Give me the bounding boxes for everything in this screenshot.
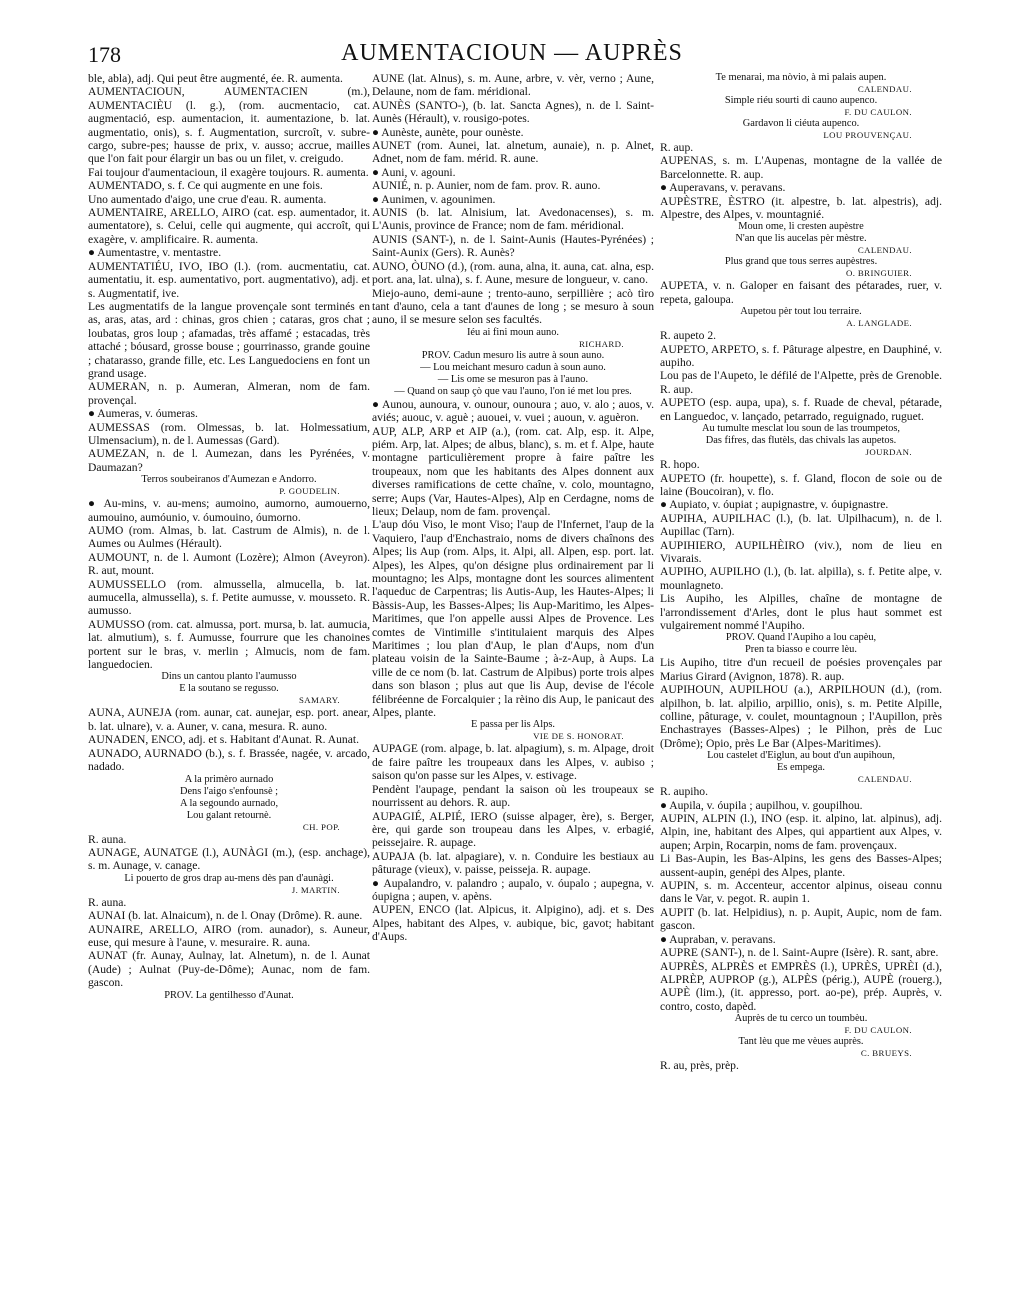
citation-line: Terros soubeiranos d'Aumezan e Andorro.: [141, 474, 317, 486]
dictionary-entry: R. aupeto 2.: [660, 329, 717, 343]
dictionary-entry: Pendènt l'aupage, pendant la saison où les troupeaux se nourrissent au dehors. R. aup.: [372, 782, 654, 810]
dictionary-entry: Lis Aupiho, les Alpilles, chaîne de montagne de l'arrondissement d'Arles, dont le plus haut sommet est vulgairement nommé l'Aupiho.: [660, 592, 942, 632]
dictionary-entry: AUMENTATIÉU, IVO, IBO (l.). (rom. aucmentatiu, cat. aumentatiu, it. esp. aumentativo, port. augmentativo), adj. et s. Augmentatif, ive.: [88, 259, 370, 300]
dictionary-entry: AUPETA, v. n. Galoper en faisant des pétarades, ruer, v. repeta, galoupa.: [660, 279, 942, 306]
dictionary-entry: AUPAGIÉ, ALPIÉ, IERO (suisse alpager, ère), s. Berger, ère, qui garde son troupeau dans les Alpes, v. erbagié, peissejaire. R. aupage.: [372, 809, 654, 850]
citation-line: Gardavon li ciéuta aupenco.: [742, 118, 860, 129]
dictionary-entry: AUPIHIERO, AUPILHÈIRO (viv.), nom de lieu en Vivarais.: [660, 538, 942, 565]
citation-source: F. DU CAULON.: [844, 107, 912, 117]
citation-line: Es empega.: [777, 762, 825, 774]
citation-line: Auprès de tu cerco un toumbèu.: [734, 1013, 868, 1025]
dictionary-entry: AUMO (rom. Almas, b. lat. Castrum de Almis), n. de l. Aumes ou Aulmes (Hérault).: [88, 524, 370, 551]
citation-source: JOURDAN.: [865, 447, 912, 458]
dictionary-entry: AUMENTACIOUN, AUMENTACIEN (m.), AUMENTACIÈU (l. g.), (rom. aucmentacio, cat. augmentació, esp. aumentacion, it. aumentazione, b. lat. augmentatio, onis), s. f. Augmentation, surcroît, v. subre-cargo, subre-pes; hausse de prix, v. ausso; accrue, mailles que l'on fait pour élargir un bas ou un filet, v. creigudo.: [88, 85, 370, 166]
dictionary-entry: L'aup dóu Viso, le mont Viso; l'aup de l'Infernet, l'aup de la Vaquiero, l'aup d'Enchastraio, noms de divers chaînons des Alpes; lis Aup (rom. Alps, it. Alpi, all. Alpen, esp. port. lat. Alpes), les Alpes, qu'on désigne plus ordinairement par li mountagno; les Alps, montagne dont les sources alimentent l'aqueduc de Carpentras; lis Autis-Aup, les Hautes-Alpes; li Bàssis-Aup, les Basses-Alpes; lis Aup-Maritimo, les Alpes-Maritimes, que l'on appelle aussi Alpes de Provence. Les comtes de Vintimille s'intitulaient marquis des Alpes Maritimes ; lou plan d'Aup, le plan d'Aups, nom d'un plateau voisin de la Sainte-Baume ; à-z-Aup, à Aups. La ville de ce nom (b. lat. Castrum de Alpibus) porte trois alpes dans son blason ; plus aut que lis Aup, devise de l'école félibréenne de Forcalquier ; la rèino dis Aup, le panicaut des Alpes, plante.: [372, 518, 654, 720]
citation-source: VIE DE S. HONORAT.: [533, 731, 624, 742]
dictionary-entry: AUMESSAS (rom. Olmessas, b. lat. Holmessatium, Ulmensacium), n. de l. Aumessas (Gard).: [88, 420, 370, 447]
citation-line: Moun ome, li cresten aupèstre: [738, 221, 864, 233]
citation-line: PROV. Quand l'Aupiho a lou capèu,: [725, 632, 877, 644]
citation-line: — Lis ome se mesuron pas à l'auno.: [437, 373, 589, 385]
dictionary-entry: AUMOUNT, n. de l. Aumont (Lozère); Almon (Aveyron). R. aut, mount.: [88, 550, 370, 578]
citation-source: P. GOUDELIN.: [279, 486, 340, 497]
dictionary-entry: ● Aumentastre, v. mentastre.: [88, 246, 222, 260]
dictionary-entry: AUPIT (b. lat. Helpidius), n. p. Aupit, Aupic, nom de fam. gascon.: [660, 905, 942, 933]
citation-line: E passa per lis Alps.: [471, 719, 555, 731]
dictionary-entry: AUPETO, ARPETO, s. f. Pâturage alpestre, en Dauphiné, v. aupiho.: [660, 342, 942, 370]
dictionary-entry: AUPÈSTRE, ÈSTRO (it. alpestre, b. lat. alpestris), adj. Alpestre, des Alpes, v. mountagnié.: [660, 194, 942, 222]
citation-source: CALENDAU.: [857, 245, 912, 256]
dictionary-entry: AUPIHO, AUPILHO (l.), (b. lat. alpilla), s. f. Petite alpe, v. mounlagneto.: [660, 565, 942, 592]
dictionary-entry: AUPRÈS, ALPRÈS et EMPRÈS (l.), UPRÈS, UPRÈI (d.), ALPRÈP, AUPROP (g.), ALPÈS (périg.), AUPÈ (rouerg.), AUPÈ (lim.), (it. appresso, port. ao-pe), prép. Auprès, v. contro, costo, dapèd.: [660, 959, 942, 1013]
dictionary-entry: AUPENAS, s. m. L'Aupenas, montagne de la vallée de Barcelonnette. R. aup.: [660, 154, 942, 181]
citation-source: A. LANGLADE.: [846, 318, 912, 329]
dictionary-entry: Lou pas de l'Aupeto, le défilé de l'Alpette, près de Grenoble. R. aup.: [660, 369, 942, 396]
dictionary-entry: AUPETO (esp. aupa, upa), s. f. Ruade de cheval, pétarade, en Languedoc, v. lançado, petarrado, reguignado, ruguet.: [660, 396, 942, 423]
dictionary-entry: AUP, ALP, ARP et AIP (a.), (rom. cat. Alp, esp. it. Alpe, piém. Arp, lat. Alpes; de albus, blanc), s. m. et f. Alpe, haute montagne particulièrement propre à faire paître les troupeaux, nom que les habitants des Alpes donnent aux diverses ramifications de cette chaîne, v. colo, mountagno, serre; Aups (Var, Hautes-Alpes), Alp en Cerdagne, noms de lieux; Delaup, nom de fam. provençal.: [372, 424, 654, 518]
citation-line: Te menarai, ma nòvio, à mi palais aupen.: [715, 72, 887, 83]
dictionary-entry: R. auna.: [88, 895, 127, 909]
dictionary-entry: AUNAI (b. lat. Alnaicum), n. de l. Onay (Drôme). R. aune.: [88, 909, 363, 923]
citation-line: Pren ta biasso e courre lèu.: [745, 644, 857, 656]
page-number: 178: [88, 42, 121, 67]
dictionary-entry: Uno aumentado d'aigo, une crue d'eau. R. aumenta.: [88, 192, 327, 206]
dictionary-entry: AUPIHA, AUPILHAC (l.), (b. lat. Ulpilhacum), n. de l. Aupillac (Tarn).: [660, 511, 942, 539]
dictionary-entry: AUNE (lat. Alnus), s. m. Aune, arbre, v. vèr, verno ; Aune, Delaune, nom de fam. méridional.: [372, 72, 654, 99]
dictionary-entry: AUNO, ÒUNO (d.), (rom. auna, alna, it. auna, cat. alna, esp. port. ana, lat. ulna), s. f. Aune, mesure de longueur, v. cano.: [372, 259, 654, 287]
dictionary-entry: Les augmentatifs de la langue provençale sont terminés en as, aras, atas, ard : chinas, gros chien ; cataras, gros chat ; loubatas, gros loup ; afamadas, très affamé ; estacadas, très attaché ; bóusard, grosse bouse ; gourrinasso, grande gouine ; chatarasso, grande fille, etc. Les Languedociens en font un grand usage.: [88, 299, 370, 380]
dictionary-entry: AUNA, AUNEJA (rom. aunar, cat. aunejar, esp. port. anear, b. lat. ulnare), v. a. Auner, v. cana, mesura. R. auno.: [88, 706, 370, 733]
citation-line: PROV. Cadun mesuro lis autre à soun auno.: [421, 349, 605, 361]
citation-source: J. MARTIN.: [291, 884, 340, 895]
dictionary-entry: AUMENTAIRE, ARELLO, AIRO (cat. esp. aumentador, it. aumentatore), s. Celui, celle qui augmente, qui accroît, qui exagère, v. amplificaire. R. aumenta.: [88, 206, 370, 246]
dictionary-entry: AUPIHOUN, AUPILHOU (a.), ARPILHOUN (d.), (rom. alpilhon, b. lat. alpilio, arpillio, onis), s. m. Petite Alpille, colline, pâturage, v. coulet, mountagnoun ; l'Aupillon, près Enchastrayes (Basses-Alpes) ; le Pilhon, près de Luc (Drôme); Opio, près Le Bar (Alpes-Maritimes).: [660, 683, 942, 750]
citation-line: — Quand on saup çò que vau l'auno, l'on ié met lou pres.: [394, 385, 632, 397]
citation-line: Aupetou pèr tout lou terraire.: [740, 306, 862, 318]
dictionary-entry: ● Aupiato, v. óupiat ; aupignastre, v. óupignastre.: [660, 498, 889, 512]
dictionary-entry: ● Aupalandro, v. palandro ; aupalo, v. óupalo ; aupegna, v. óupigna ; aupen, v. apèns.: [372, 876, 654, 903]
dictionary-entry: ● Aupila, v. óupila ; aupilhou, v. goupilhou.: [660, 798, 863, 812]
dictionary-entry: R. auna.: [88, 832, 127, 846]
citation-source: RICHARD.: [579, 338, 624, 349]
citation-line: E la soutano se regusso.: [179, 683, 279, 695]
citation-line: Tant lèu que me vèues auprès.: [738, 1036, 864, 1048]
citation-source: C. BRUEYS.: [860, 1048, 912, 1059]
dictionary-entry: AUNIÉ, n. p. Aunier, nom de fam. prov. R. auno.: [372, 179, 601, 193]
dictionary-entry: AUNÈS (SANTO-), (b. lat. Sancta Agnes), n. de l. Saint-Aunès (Hérault), v. rousigo-potes.: [372, 98, 654, 126]
dictionary-entry: AUMEZAN, n. de l. Aumezan, dans les Pyrénées, v. Daumazan?: [88, 447, 370, 474]
dictionary-entry: ● Auperavans, v. peravans.: [660, 181, 786, 195]
citation-line: Li pouerto de gros drap au-mens dès pan d'aunàgi.: [124, 872, 334, 884]
dictionary-entry: AUNAT (fr. Aunay, Aulnay, lat. Alnetum), n. de l. Aunat (Aude) ; Aulnat (Puy-de-Dôme); Aunac, nom de fam. gascon.: [88, 949, 370, 990]
dictionary-entry: AUNADEN, ENCO, adj. et s. Habitant d'Aunat. R. Aunat.: [88, 733, 359, 747]
dictionary-entry: R. hopo.: [660, 458, 700, 472]
dictionary-entry: AUPETO (fr. houpette), s. f. Gland, flocon de soie ou de laine (Boucoiran), v. flo.: [660, 471, 942, 498]
dictionary-entry: AUNIS (b. lat. Alnisium, lat. Avedonacenses), s. m. L'Aunis, province de France; nom de fam. méridional.: [372, 206, 654, 233]
dictionary-entry: AUMERAN, n. p. Aumeran, Almeran, nom de fam. provençal.: [88, 380, 370, 407]
citation-line: Plus grand que tous serres aupèstres.: [724, 256, 878, 268]
dictionary-entry: ● Au-mins, v. au-mens; aumoino, aumorno, aumouerno, aumouino, aumóunio, v. óumouino, óumorno.: [88, 497, 370, 524]
dictionary-entry: ● Aunou, aunoura, v. ounour, ounoura ; auo, v. alo ; auos, v. aviés; auouc, v. aguè ; auouei, v. vuei ; auoun, v. aguèron.: [372, 397, 654, 425]
citation-source: O. BRINGUIER.: [845, 268, 912, 279]
dictionary-entry: ● Aunèste, aunète, pour ounèste.: [372, 125, 524, 139]
dictionary-entry: Miejo-auno, demi-aune ; trento-auno, serpillière ; acò tìro tant d'auno, cela a tant d'aunes de long ; se mesuro à soun auno, il se mesure selon ses facultés.: [372, 286, 654, 327]
column-left: [88, 72, 370, 1002]
dictionary-entry: AUPIN, ALPIN (l.), INO (esp. it. alpino, lat. alpinus), adj. Alpin, ine, habitant des Alpes, qui appartient aux Alpes, v. aupen; Arpin, Rocarpin, noms de fam. provençaux.: [660, 812, 942, 852]
dictionary-entry: AUPIN, s. m. Accenteur, accentor alpinus, oiseau connu dans le Var, v. pegot. R. aupin 1.: [660, 879, 942, 906]
dictionary-entry: AUNAGE, AUNATGE (l.), AUNÀGI (m.), (esp. anchage), s. m. Aunage, v. canage.: [88, 845, 370, 873]
dictionary-entry: AUPAGE (rom. alpage, b. lat. alpagium), s. m. Alpage, droit de faire paître les troupeaux dans les Alpes, v. aubiso ; saison qu'on passe sur les Alpes, v. estivage.: [372, 742, 654, 783]
citation-line: N'an que lis aucelas pèr mèstre.: [735, 233, 867, 245]
citation-line: A la primèro aurnado: [184, 773, 274, 785]
dictionary-entry: AUMUSSELLO (rom. almussella, almucella, b. lat. aumucella, almussella), s. f. Petite aumusse, v. mousseto. R. aumusso.: [88, 577, 370, 618]
citation-line: PROV. La gentilhesso d'Aunat.: [164, 989, 294, 1001]
citation-source: CALENDAU.: [857, 84, 912, 94]
dictionary-entry: ● Aumeras, v. óumeras.: [88, 407, 198, 421]
citation-source: LOU PROUVENÇAU.: [823, 130, 912, 140]
dictionary-entry: AUPEN, ENCO (lat. Alpicus, it. Alpigino), adj. et s. Des Alpes, habitant des Alpes, v. aubique, bic, gavot; habitant d'Aups.: [372, 903, 654, 944]
column-middle: [372, 72, 654, 944]
dictionary-entry: AUNADO, AURNADO (b.), s. f. Brassée, nagée, v. arcado, nadado.: [88, 746, 370, 774]
citation-line: Au tumulte mesclat lou soun de las troumpetos,: [702, 423, 900, 435]
citation-line: — Lou meichant mesuro cadun à soun auno.: [420, 361, 606, 373]
dictionary-entry: R. au, près, prèp.: [660, 1059, 739, 1073]
citation-line: Dens l'aigo s'enfounsè ;: [179, 785, 279, 797]
dictionary-entry: R. aupiho.: [660, 785, 708, 799]
dictionary-entry: AUMENTADO, s. f. Ce qui augmente en une fois.: [88, 179, 323, 193]
dictionary-entry: Fai toujour d'aumentacioun, il exagère toujours. R. aumenta.: [88, 165, 369, 179]
dictionary-entry: AUMUSSO (rom. cat. almussa, port. mursa, b. lat. aumucia, lat. almutium), s. f. Aumusse, fourrure que les chanoines portent sur le bras, v. merlin ; Almucis, nom de fam. languedocien.: [88, 617, 370, 672]
running-head: AUMENTACIOUN — AUPRÈS: [341, 40, 683, 66]
dictionary-entry: ● Aupraban, v. peravans.: [660, 932, 776, 946]
dictionary-entry: AUPAJA (b. lat. alpagiare), v. n. Conduire les bestiaux au pâturage (vieux), v. paisse, peisseja. R. aupage.: [372, 849, 654, 877]
dictionary-entry: AUNAIRE, ARELLO, AIRO (rom. aunador), s. Auneur, euse, qui mesure à l'aune, v. mesuraire. R. auna.: [88, 922, 370, 949]
column-right: [660, 72, 942, 1073]
dictionary-entry: Lis Aupiho, titre d'un recueil de poésies provençales par Marius Girard (Avignon, 1878). R. aup.: [660, 656, 942, 683]
citation-line: A la segoundo aurnado,: [179, 797, 279, 809]
dictionary-entry: AUNIS (SANT-), n. de l. Saint-Aunis (Hautes-Pyrénées) ; Saint-Aunix (Gers). R. Aunès?: [372, 232, 654, 260]
dictionary-entry: ble, abla), adj. Qui peut être augmenté, ée. R. aumenta.: [88, 72, 343, 85]
citation-source: SAMARY.: [298, 695, 340, 706]
dictionary-entry: AUNET (rom. Aunei, lat. alnetum, aunaie), n. p. Alnet, Adnet, nom de fam. mérid. R. aune.: [372, 139, 654, 166]
dictionary-entry: ● Aunimen, v. agounimen.: [372, 192, 496, 206]
citation-source: CH. POP.: [302, 821, 340, 832]
dictionary-entry: R. aup.: [660, 141, 694, 154]
citation-source: CALENDAU.: [857, 774, 912, 785]
dictionary-entry: AUPRE (SANT-), n. de l. Saint-Aupre (Isère). R. sant, abre.: [660, 946, 939, 960]
dictionary-entry: ● Auni, v. agouni.: [372, 165, 456, 179]
citation-line: Simple riéu sourti di cauno aupenco.: [724, 95, 878, 106]
citation-line: Dins un cantou planto l'aumusso: [161, 671, 297, 683]
citation-line: Iéu ai fini moun auno.: [466, 326, 560, 338]
dictionary-entry: Li Bas-Aupin, les Bas-Alpins, les gens des Basses-Alpes; aussent-aupin, genépi des Alpes, plante.: [660, 852, 942, 879]
citation-line: Lou galant retournè.: [186, 809, 272, 821]
citation-source: F. DU CAULON.: [844, 1025, 912, 1036]
citation-line: Das fifres, das flutèls, das chivals las aupetos.: [705, 435, 897, 447]
citation-line: Lou castelet d'Eiglun, au bout d'un aupihoun,: [707, 750, 895, 762]
